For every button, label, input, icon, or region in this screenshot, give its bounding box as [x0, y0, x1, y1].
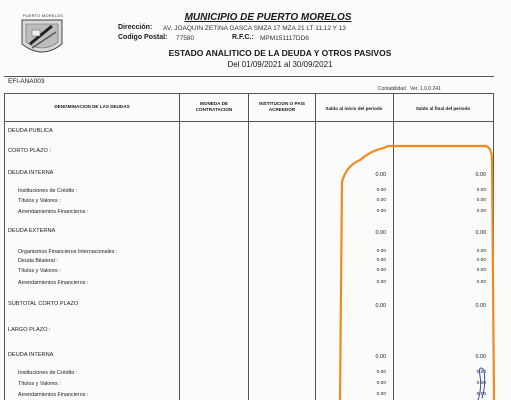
- balance-start-cell: 0.00: [376, 188, 386, 193]
- row-label: Arrendamientos Financieros :: [18, 392, 89, 398]
- version-text: Ver. 1.0.0.241: [409, 86, 441, 92]
- balance-start-cell: 0.00: [376, 381, 386, 386]
- row-label: DEUDA EXTERNA: [8, 228, 56, 234]
- row-label: CORTO PLAZO :: [8, 148, 51, 154]
- postal-value: 77580: [176, 35, 195, 42]
- row-label: Arrendamientos Financieros :: [18, 280, 89, 286]
- row-label: Instituciones de Crédito :: [18, 188, 78, 194]
- row-label: DEUDA INTERNA: [8, 170, 54, 176]
- row-label: Organismos Financieros Internacionales :: [18, 249, 118, 255]
- balance-end-cell: 0.00: [476, 280, 486, 285]
- report-period: Del 01/09/2021 al 30/09/2021: [227, 60, 333, 69]
- column-header: Saldo al inicio del periodo: [325, 106, 383, 111]
- logo-caption: PUERTO MORELOS: [22, 13, 64, 18]
- row-label: Arrendamientos Financieros :: [18, 209, 89, 215]
- balance-start-cell: 0.00: [375, 354, 386, 360]
- balance-end-cell: 0.00: [476, 198, 486, 203]
- balance-start-cell: 0.00: [376, 198, 386, 203]
- balance-start-cell: 0.00: [376, 392, 386, 397]
- row-label: Títulos y Valores :: [18, 268, 61, 274]
- column-header: MONEDA DE CONTRATACION: [195, 101, 233, 112]
- rfc-value: MPM151117DD6: [260, 35, 309, 42]
- balance-end-cell: 0.00: [476, 381, 486, 386]
- address-value: AV. JOAQUIN ZETINA GASCA SMZA 17 MZA 21 LT 11,12 Y 13: [163, 25, 346, 32]
- balance-start-cell: 0.00: [375, 172, 386, 178]
- balance-start-cell: 0.00: [375, 303, 386, 309]
- balance-end-cell: 0.00: [476, 209, 486, 214]
- balance-start-cell: 0.00: [376, 370, 386, 375]
- row-label: DEUDA PUBLICA: [8, 128, 53, 134]
- balance-end-cell: 0.00: [475, 354, 486, 360]
- column-header: INSTITUCION O PAIS ACREEDOR: [259, 101, 305, 112]
- balance-start-cell: 0.00: [376, 280, 386, 285]
- balance-start-cell: 0.00: [376, 249, 386, 254]
- report-code: EFI-ANA003: [8, 78, 45, 85]
- column-header: Saldo al final del periodo: [415, 106, 471, 111]
- row-label: Títulos y Valores :: [18, 381, 61, 387]
- row-label: SUBTOTAL CORTO PLAZO: [8, 301, 79, 307]
- balance-end-cell: 0.00: [476, 188, 486, 193]
- balance-end-cell: 0.00: [476, 268, 486, 273]
- balance-start-cell: 0.00: [376, 209, 386, 214]
- column-header: DENOMINACION DE LAS DEUDAS: [54, 104, 130, 109]
- balance-end-cell: 0.00: [475, 303, 486, 309]
- report-title: ESTADO ANALITICO DE LA DEUDA Y OTROS PASIVOS: [168, 48, 392, 58]
- row-label: DEUDA INTERNA: [8, 352, 54, 358]
- balance-end-cell: 0.00: [476, 249, 486, 254]
- balance-start-cell: 0.00: [376, 258, 386, 263]
- contabilidad-text: Contabilidad: [378, 86, 406, 92]
- balance-end-cell: 0.00: [476, 392, 486, 397]
- balance-end-cell: 0.00: [475, 172, 486, 178]
- row-label: Títulos y Valores :: [18, 198, 61, 204]
- balance-end-cell: 0.00: [476, 370, 486, 375]
- balance-start-cell: 0.00: [376, 268, 386, 273]
- row-label: LARGO PLAZO :: [8, 327, 51, 333]
- balance-end-cell: 0.00: [475, 230, 486, 236]
- municipality-name: MUNICIPIO DE PUERTO MORELOS: [184, 12, 352, 23]
- row-label: Instituciones de Crédito :: [18, 370, 78, 376]
- address-label: Dirección:: [118, 24, 153, 31]
- row-label: Deuda Bilateral :: [18, 258, 58, 264]
- balance-start-cell: 0.00: [375, 230, 386, 236]
- balance-end-cell: 0.00: [476, 258, 486, 263]
- postal-label: Codigo Postal:: [118, 34, 168, 41]
- rfc-label: R.F.C.:: [232, 34, 254, 41]
